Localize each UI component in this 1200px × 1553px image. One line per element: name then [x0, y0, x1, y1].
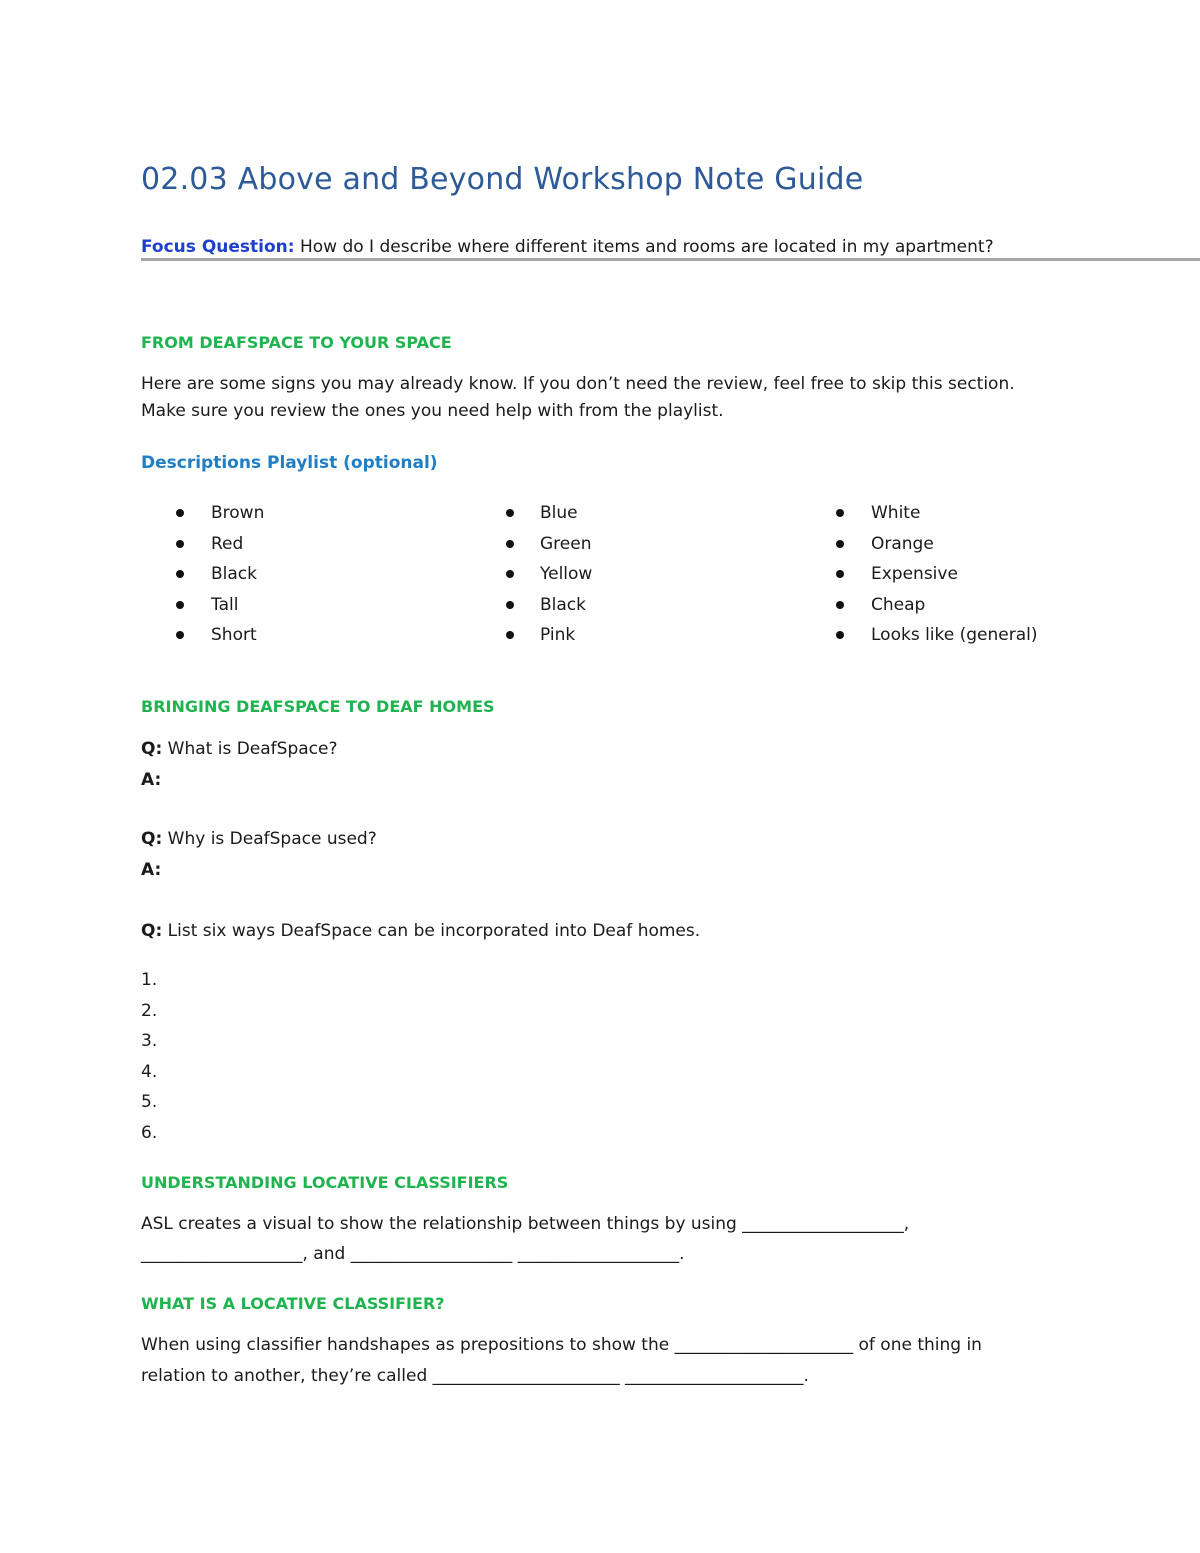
focus-question [141, 237, 994, 257]
bullet-icon [836, 570, 844, 578]
list-item: Tall [211, 595, 239, 615]
focus-question-text: How do I describe where different items and rooms are located in my apartment? [294, 237, 994, 257]
bullet-icon [506, 509, 514, 517]
fill-in-line-4: relation to another, they’re called ______________________ _____________________. [141, 1366, 809, 1386]
question-2 [141, 829, 377, 849]
descriptions-playlist-link[interactable]: Descriptions Playlist (optional) [141, 453, 438, 473]
q-label: Q: [141, 829, 163, 849]
question-3 [141, 921, 700, 941]
question-text: List six ways DeafSpace can be incorporated into Deaf homes. [162, 921, 701, 941]
bullet-icon [176, 601, 184, 609]
question-1 [141, 739, 338, 759]
bullet-icon [506, 570, 514, 578]
focus-question-label: Focus Question: [141, 237, 295, 257]
bullet-icon [836, 540, 844, 548]
q-label: Q: [141, 739, 163, 759]
bullet-icon [176, 631, 184, 639]
numbered-item: 3. [141, 1031, 158, 1051]
q-label: Q: [141, 921, 163, 941]
numbered-item: 6. [141, 1123, 158, 1143]
title-divider [141, 258, 1200, 261]
page-title: 02.03 Above and Beyond Workshop Note Guide [141, 162, 864, 197]
list-item: Black [211, 564, 257, 584]
answer-2-label: A: [141, 860, 162, 880]
numbered-item: 2. [141, 1001, 158, 1021]
section-heading-locative-classifiers: UNDERSTANDING LOCATIVE CLASSIFIERS [141, 1173, 509, 1192]
numbered-item: 5. [141, 1092, 158, 1112]
fill-in-line-1: ASL creates a visual to show the relationship between things by using ___________________, [141, 1214, 910, 1234]
bullet-icon [836, 509, 844, 517]
bullet-icon [506, 631, 514, 639]
section-heading-from-deafspace: FROM DEAFSPACE TO YOUR SPACE [141, 333, 452, 352]
bullet-icon [176, 540, 184, 548]
list-item: Cheap [871, 595, 926, 615]
list-item: Red [211, 534, 244, 554]
list-item: White [871, 503, 921, 523]
list-item: Green [540, 534, 592, 554]
numbered-item: 1. [141, 970, 158, 990]
bullet-icon [836, 631, 844, 639]
section-heading-what-is-locative: WHAT IS A LOCATIVE CLASSIFIER? [141, 1294, 445, 1313]
bullet-icon [506, 540, 514, 548]
list-item: Expensive [871, 564, 958, 584]
list-item: Yellow [540, 564, 593, 584]
list-item: Short [211, 625, 257, 645]
section-heading-bringing-deafspace: BRINGING DEAFSPACE TO DEAF HOMES [141, 697, 495, 716]
intro-line-1: Here are some signs you may already know. If you don’t need the review, feel free to skip this section. [141, 374, 1015, 394]
list-item: Blue [540, 503, 578, 523]
question-text: Why is DeafSpace used? [162, 829, 377, 849]
answer-1-label: A: [141, 770, 162, 790]
list-item: Black [540, 595, 586, 615]
list-item: Looks like (general) [871, 625, 1038, 645]
numbered-item: 4. [141, 1062, 158, 1082]
bullet-icon [176, 570, 184, 578]
fill-in-line-3: When using classifier handshapes as prepositions to show the _____________________ of one thing in [141, 1335, 982, 1355]
list-item: Orange [871, 534, 934, 554]
fill-in-line-2: ___________________, and ___________________ ___________________. [141, 1244, 685, 1264]
bullet-icon [506, 601, 514, 609]
list-item: Brown [211, 503, 265, 523]
list-item: Pink [540, 625, 576, 645]
bullet-icon [836, 601, 844, 609]
intro-line-2: Make sure you review the ones you need help with from the playlist. [141, 401, 724, 421]
question-text: What is DeafSpace? [162, 739, 338, 759]
bullet-icon [176, 509, 184, 517]
